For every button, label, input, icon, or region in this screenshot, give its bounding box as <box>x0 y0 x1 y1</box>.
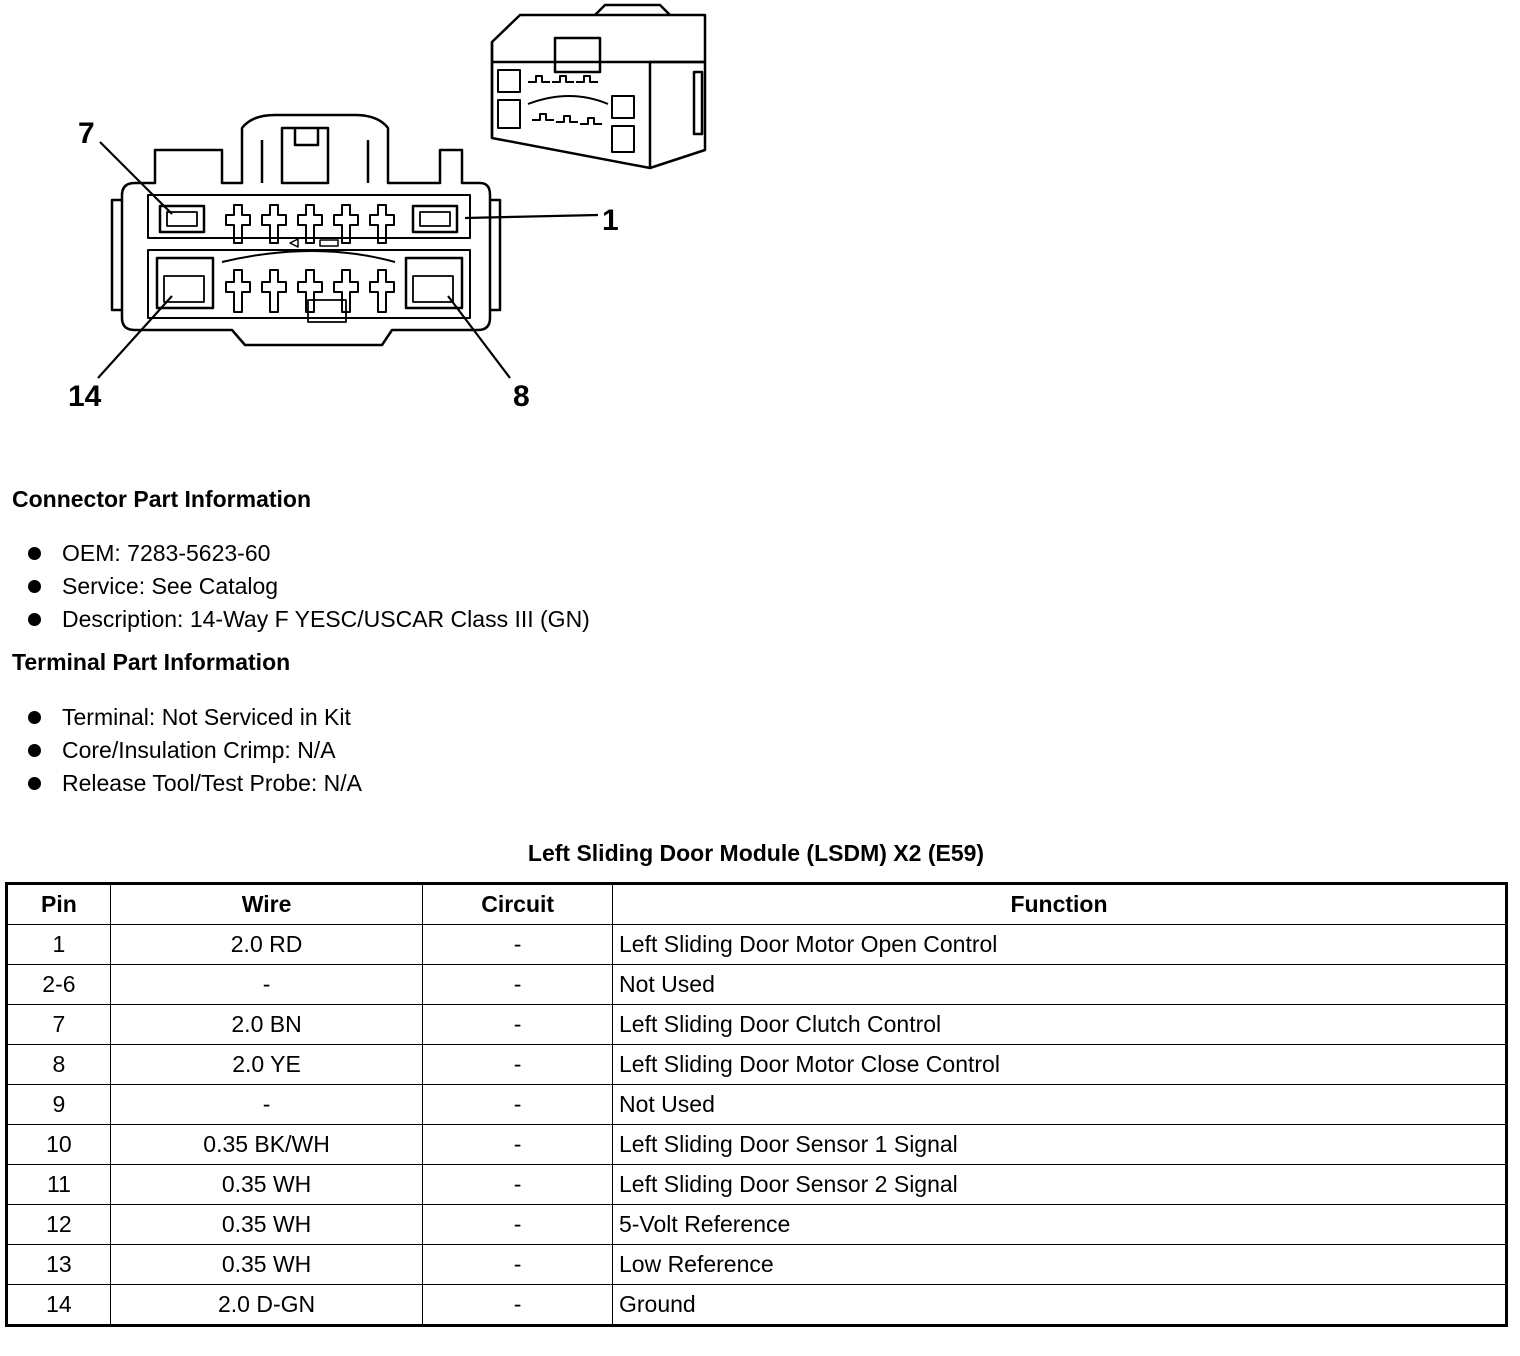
cell-circuit: - <box>423 965 613 1005</box>
list-item <box>28 701 362 734</box>
table-row <box>7 1005 1507 1045</box>
cell-wire: 0.35 BK/WH <box>110 1125 422 1165</box>
connector-info-list <box>28 537 590 636</box>
cell-function: Ground <box>612 1285 1506 1326</box>
header-pin: Pin <box>7 884 111 925</box>
table-row <box>7 1165 1507 1205</box>
table-title: Left Sliding Door Module (LSDM) X2 (E59) <box>527 840 985 866</box>
cell-pin: 14 <box>7 1285 111 1326</box>
cell-pin: 7 <box>7 1005 111 1045</box>
table-row <box>7 1085 1507 1125</box>
connector-face <box>112 115 500 345</box>
cell-wire: 2.0 BN <box>110 1005 422 1045</box>
cell-circuit: - <box>423 1205 613 1245</box>
table-row <box>7 1285 1507 1326</box>
cell-pin: 13 <box>7 1245 111 1285</box>
cell-wire: - <box>110 965 422 1005</box>
cell-function: Left Sliding Door Motor Open Control <box>612 925 1506 965</box>
cell-wire: 2.0 YE <box>110 1045 422 1085</box>
cell-pin: 9 <box>7 1085 111 1125</box>
connector-oem: OEM: 7283-5623-60 <box>62 540 271 566</box>
connector-info-heading: Connector Part Information <box>12 486 312 512</box>
terminal-info-list <box>28 701 362 800</box>
table-row <box>7 965 1507 1005</box>
cell-circuit: - <box>423 1085 613 1125</box>
cell-pin: 2-6 <box>7 965 111 1005</box>
cell-wire: - <box>110 1085 422 1125</box>
bullet-icon <box>28 744 41 757</box>
callout-pin-8: 8 <box>513 380 530 413</box>
list-item <box>28 537 590 570</box>
cell-pin: 8 <box>7 1045 111 1085</box>
table-row <box>7 1245 1507 1285</box>
cell-function: 5-Volt Reference <box>612 1205 1506 1245</box>
bullet-icon <box>28 547 41 560</box>
terminal-kit: Terminal: Not Serviced in Kit <box>62 704 351 730</box>
bullet-icon <box>28 580 41 593</box>
cell-circuit: - <box>423 1165 613 1205</box>
connector-3d-view <box>492 5 705 168</box>
callout-pin-7: 7 <box>78 117 95 150</box>
cell-function: Left Sliding Door Clutch Control <box>612 1005 1506 1045</box>
cell-circuit: - <box>423 1125 613 1165</box>
cell-wire: 2.0 RD <box>110 925 422 965</box>
callout-pin-1: 1 <box>602 204 619 237</box>
cell-function: Left Sliding Door Sensor 2 Signal <box>612 1165 1506 1205</box>
cell-pin: 11 <box>7 1165 111 1205</box>
cell-function: Not Used <box>612 1085 1506 1125</box>
cell-function: Left Sliding Door Motor Close Control <box>612 1045 1506 1085</box>
connector-service: Service: See Catalog <box>62 573 279 599</box>
table-row <box>7 925 1507 965</box>
cell-pin: 1 <box>7 925 111 965</box>
table-row <box>7 1205 1507 1245</box>
table-row <box>7 1125 1507 1165</box>
connector-description: Description: 14-Way F YESC/USCAR Class III (GN) <box>62 606 590 632</box>
cell-wire: 0.35 WH <box>110 1245 422 1285</box>
table-header-row <box>7 884 1507 925</box>
cell-function: Low Reference <box>612 1245 1506 1285</box>
cell-wire: 2.0 D-GN <box>110 1285 422 1326</box>
cell-function: Not Used <box>612 965 1506 1005</box>
cell-wire: 0.35 WH <box>110 1205 422 1245</box>
cell-circuit: - <box>423 1005 613 1045</box>
callout-leaders <box>98 142 598 378</box>
list-item <box>28 734 362 767</box>
bullet-icon <box>28 711 41 724</box>
cell-circuit: - <box>423 1285 613 1326</box>
header-wire: Wire <box>110 884 422 925</box>
bullet-icon <box>28 613 41 626</box>
cell-pin: 10 <box>7 1125 111 1165</box>
pinout-table <box>5 882 1508 1327</box>
header-function: Function <box>612 884 1506 925</box>
cell-circuit: - <box>423 1045 613 1085</box>
cell-pin: 12 <box>7 1205 111 1245</box>
connector-diagram <box>0 0 760 430</box>
list-item <box>28 603 590 636</box>
cell-wire: 0.35 WH <box>110 1165 422 1205</box>
list-item <box>28 570 590 603</box>
header-circuit: Circuit <box>423 884 613 925</box>
table-row <box>7 1045 1507 1085</box>
cell-circuit: - <box>423 1245 613 1285</box>
cell-function: Left Sliding Door Sensor 1 Signal <box>612 1125 1506 1165</box>
terminal-tool: Release Tool/Test Probe: N/A <box>62 770 363 796</box>
list-item <box>28 767 362 800</box>
callout-pin-14: 14 <box>68 380 102 413</box>
bullet-icon <box>28 777 41 790</box>
terminal-info-heading: Terminal Part Information <box>12 649 291 675</box>
cell-circuit: - <box>423 925 613 965</box>
terminal-crimp: Core/Insulation Crimp: N/A <box>62 737 336 763</box>
